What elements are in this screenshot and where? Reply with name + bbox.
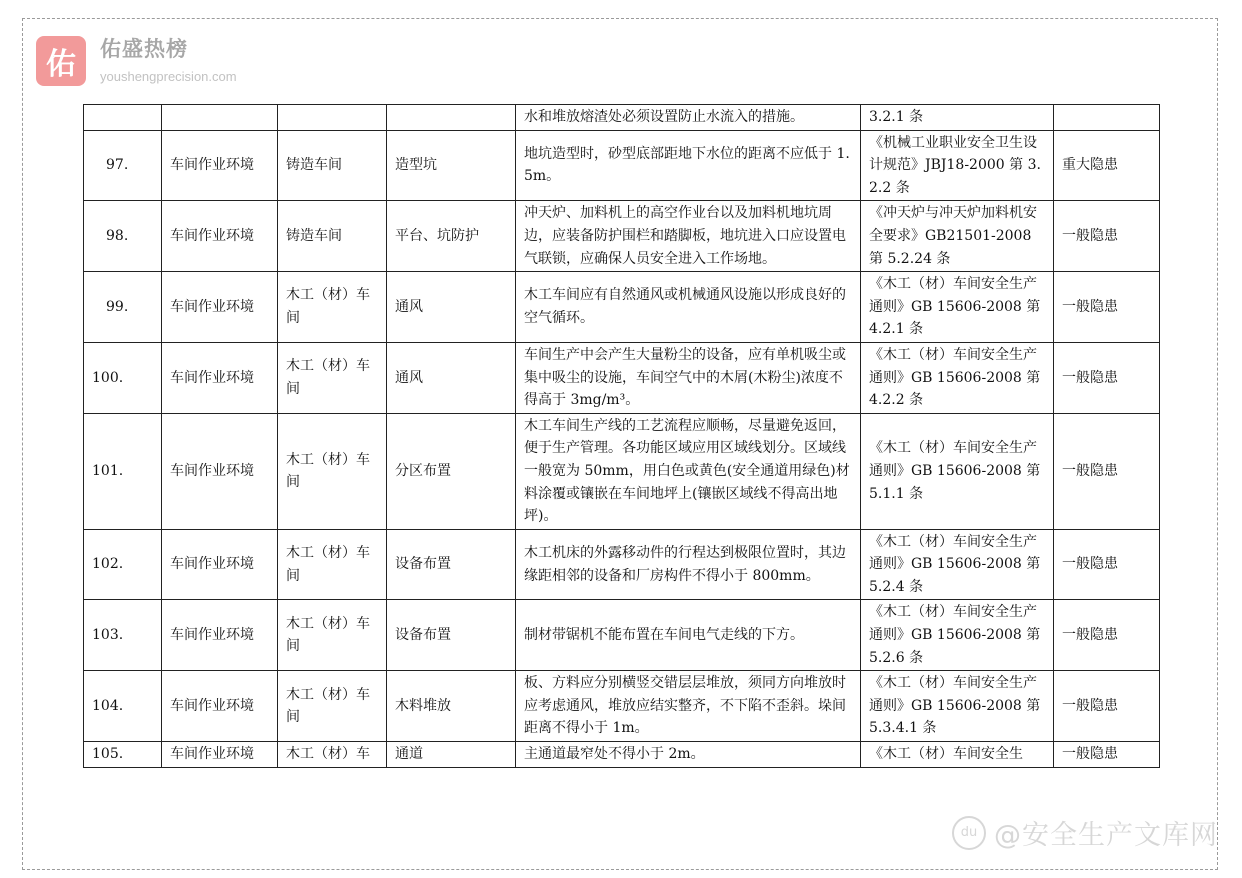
table-row	[84, 529, 1160, 600]
cell-hazard-level: 一般隐患	[1054, 600, 1160, 671]
logo-text	[100, 36, 237, 86]
cell-item	[387, 105, 516, 131]
cell-workshop: 木工（材）车间	[278, 529, 387, 600]
cell-number: 99.	[84, 272, 162, 343]
cell-hazard-level: 一般隐患	[1054, 413, 1160, 529]
cell-item: 通风	[387, 272, 516, 343]
cell-item: 分区布置	[387, 413, 516, 529]
watermark-text: @安全生产文库网	[994, 820, 1218, 851]
cell-number: 100.	[84, 342, 162, 413]
cell-category: 车间作业环境	[162, 742, 278, 768]
cell-hazard-level: 一般隐患	[1054, 272, 1160, 343]
cell-workshop: 木工（材）车间	[278, 272, 387, 343]
cell-category: 车间作业环境	[162, 671, 278, 742]
cell-requirement: 木工机床的外露移动件的行程达到极限位置时，其边缘距相邻的设备和厂房构件不得小于 800mm。	[516, 529, 861, 600]
cell-basis: 《木工（材）车间安全生产通则》GB 15606-2008 第 5.3.4.1 条	[861, 671, 1054, 742]
cell-item: 平台、坑防护	[387, 201, 516, 272]
cell-hazard-level	[1054, 105, 1160, 131]
cell-number: 105.	[84, 742, 162, 768]
cell-basis: 《木工（材）车间安全生产通则》GB 15606-2008 第 4.2.2 条	[861, 342, 1054, 413]
cell-number: 103.	[84, 600, 162, 671]
cell-requirement: 木工车间应有自然通风或机械通风设施以形成良好的空气循环。	[516, 272, 861, 343]
cell-number: 97.	[84, 130, 162, 201]
cell-workshop: 木工（材）车间	[278, 413, 387, 529]
cell-item: 通道	[387, 742, 516, 768]
cell-category: 车间作业环境	[162, 413, 278, 529]
table-row	[84, 600, 1160, 671]
cell-item: 设备布置	[387, 600, 516, 671]
cell-requirement: 板、方料应分别横竖交错层层堆放，须同方向堆放时应考虑通风，堆放应结实整齐，不下陷不歪斜。垛间距离不得小于 1m。	[516, 671, 861, 742]
table-row	[84, 413, 1160, 529]
logo-domain: youshengprecision.com	[100, 69, 237, 84]
cell-hazard-level: 一般隐患	[1054, 671, 1160, 742]
cell-number: 104.	[84, 671, 162, 742]
cell-basis: 《机械工业职业安全卫生设计规范》JBJ18-2000 第 3.2.2 条	[861, 130, 1054, 201]
cell-hazard-level: 重大隐患	[1054, 130, 1160, 201]
cell-hazard-level: 一般隐患	[1054, 529, 1160, 600]
cell-workshop: 铸造车间	[278, 130, 387, 201]
table-row	[84, 272, 1160, 343]
logo	[36, 36, 237, 86]
cell-category: 车间作业环境	[162, 529, 278, 600]
cell-number: 101.	[84, 413, 162, 529]
paw-icon: du	[952, 816, 986, 850]
cell-requirement: 车间生产中会产生大量粉尘的设备，应有单机吸尘或集中吸尘的设施，车间空气中的木屑(木粉尘)浓度不得高于 3mg/m³。	[516, 342, 861, 413]
cell-requirement: 制材带锯机不能布置在车间电气走线的下方。	[516, 600, 861, 671]
cell-basis: 《冲天炉与冲天炉加料机安全要求》GB21501-2008 第 5.2.24 条	[861, 201, 1054, 272]
cell-requirement: 冲天炉、加料机上的高空作业台以及加料机地坑周边，应装备防护围栏和踏脚板，地坑进入口应设置电气联锁，应确保人员安全进入工作场地。	[516, 201, 861, 272]
table-row	[84, 201, 1160, 272]
cell-category	[162, 105, 278, 131]
cell-workshop: 木工（材）车间	[278, 671, 387, 742]
cell-item: 通风	[387, 342, 516, 413]
cell-basis: 《木工（材）车间安全生产通则》GB 15606-2008 第 5.2.4 条	[861, 529, 1054, 600]
cell-basis: 3.2.1 条	[861, 105, 1054, 131]
cell-workshop: 木工（材）车间	[278, 342, 387, 413]
cell-workshop: 木工（材）车间	[278, 600, 387, 671]
cell-basis: 《木工（材）车间安全生产通则》GB 15606-2008 第 5.2.6 条	[861, 600, 1054, 671]
cell-requirement: 主通道最窄处不得小于 2m。	[516, 742, 861, 768]
cell-hazard-level: 一般隐患	[1054, 742, 1160, 768]
logo-mark: 佑	[36, 36, 86, 86]
watermark	[952, 813, 1218, 852]
table-row	[84, 742, 1160, 768]
table-row	[84, 130, 1160, 201]
cell-category: 车间作业环境	[162, 201, 278, 272]
cell-number	[84, 105, 162, 131]
cell-item: 造型坑	[387, 130, 516, 201]
cell-hazard-level: 一般隐患	[1054, 342, 1160, 413]
cell-workshop: 铸造车间	[278, 201, 387, 272]
cell-hazard-level: 一般隐患	[1054, 201, 1160, 272]
cell-item: 设备布置	[387, 529, 516, 600]
cell-number: 102.	[84, 529, 162, 600]
cell-category: 车间作业环境	[162, 272, 278, 343]
cell-category: 车间作业环境	[162, 342, 278, 413]
table-body	[84, 105, 1160, 768]
hazard-table	[83, 104, 1160, 768]
cell-workshop: 木工（材）车	[278, 742, 387, 768]
cell-requirement: 木工车间生产线的工艺流程应顺畅，尽量避免返回，便于生产管理。各功能区域应用区域线划分。区域线一般宽为 50mm，用白色或黄色(安全通道用绿色)材料涂覆或镶嵌在车间地坪上(镶嵌区域线不得高出地坪)。	[516, 413, 861, 529]
cell-basis: 《木工（材）车间安全生	[861, 742, 1054, 768]
logo-name: 佑盛热榜	[100, 37, 188, 61]
cell-category: 车间作业环境	[162, 130, 278, 201]
cell-workshop	[278, 105, 387, 131]
cell-number: 98.	[84, 201, 162, 272]
cell-requirement: 水和堆放熔渣处必须设置防止水流入的措施。	[516, 105, 861, 131]
cell-basis: 《木工（材）车间安全生产通则》GB 15606-2008 第 4.2.1 条	[861, 272, 1054, 343]
table-row	[84, 105, 1160, 131]
cell-requirement: 地坑造型时，砂型底部距地下水位的距离不应低于 1.5m。	[516, 130, 861, 201]
table-row	[84, 342, 1160, 413]
cell-basis: 《木工（材）车间安全生产通则》GB 15606-2008 第 5.1.1 条	[861, 413, 1054, 529]
cell-category: 车间作业环境	[162, 600, 278, 671]
cell-item: 木料堆放	[387, 671, 516, 742]
table-row	[84, 671, 1160, 742]
